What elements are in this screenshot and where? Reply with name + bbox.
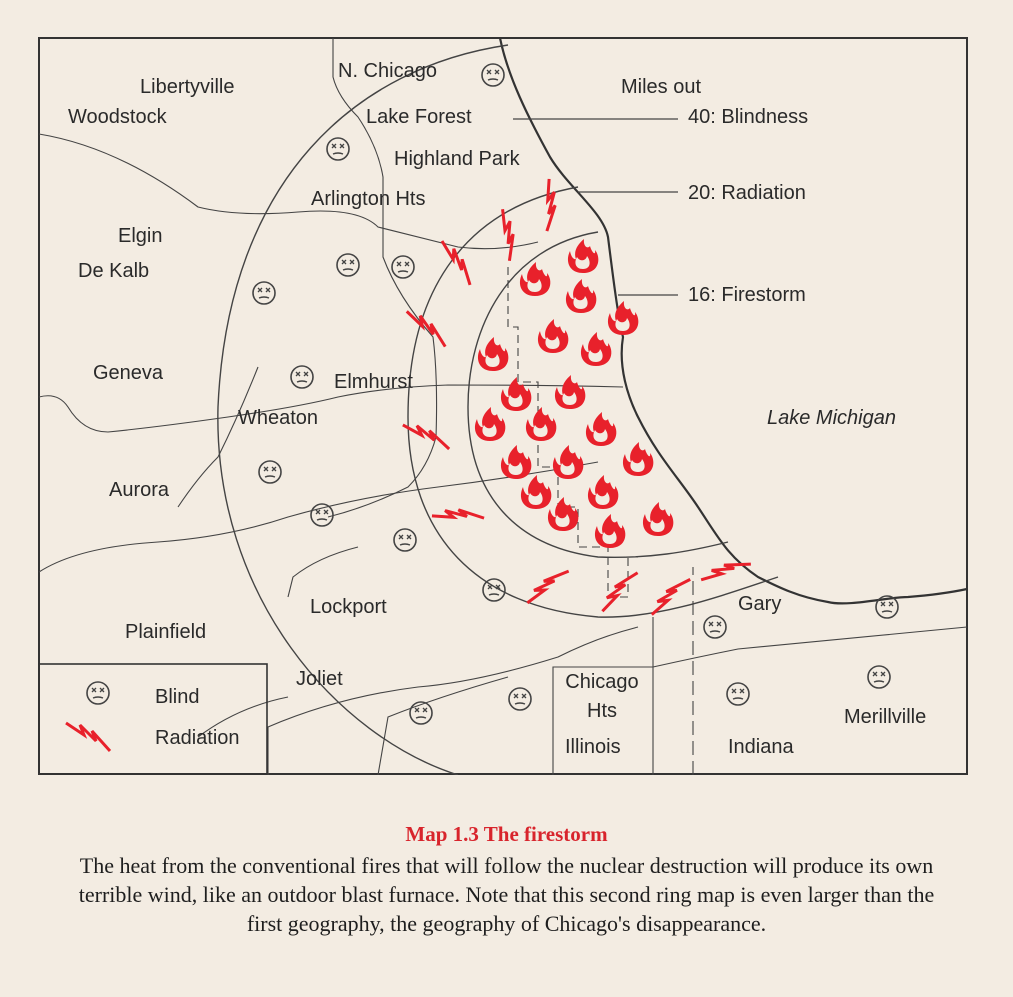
place-elgin: Elgin (118, 225, 163, 247)
fire-icon (478, 337, 508, 371)
place-lockport: Lockport (310, 596, 387, 618)
place-elmhurst: Elmhurst (334, 371, 413, 393)
radiation-bolt-icon (525, 179, 571, 231)
fire-icon (501, 445, 531, 479)
rings-title: Miles out (621, 76, 702, 98)
fire-icon (553, 445, 583, 479)
place-gary: Gary (738, 593, 782, 615)
place-illinois: Illinois (565, 736, 621, 758)
blind-face-icon (392, 256, 414, 278)
place-arlington-hts: Arlington Hts (311, 188, 426, 210)
caption-title: Map 1.3 The firestorm (405, 822, 608, 846)
fire-icon (521, 475, 551, 509)
fire-icon (548, 497, 578, 531)
place-geneva: Geneva (93, 362, 164, 384)
blind-face-icon (483, 579, 505, 601)
ring-20-label: 20: Radiation (688, 182, 806, 204)
place-woodstock: Woodstock (68, 106, 167, 128)
map-caption (20, 822, 993, 938)
legend-blind-label: Blind (155, 686, 200, 708)
place-highland-park: Highland Park (394, 148, 520, 170)
blind-face-icon (311, 504, 333, 526)
caption-body: The heat from the conventional fires that will follow the nuclear destruction will produce its own terrible wind, like an outdoor blast furnace. Note that this second ring map is even larger than the first geography, the geography of Chicago's disappearance. (78, 853, 935, 936)
blind-face-icon (394, 529, 416, 551)
fire-icon (581, 332, 611, 366)
blind-face-icon (327, 138, 349, 160)
fire-icon (643, 502, 673, 536)
place-n-chicago: N. Chicago (338, 60, 437, 82)
fire-icon (566, 279, 596, 313)
blind-face-icon (868, 666, 890, 688)
place-indiana: Indiana (728, 736, 794, 758)
blind-face-icon (410, 702, 432, 724)
blind-face-icon (337, 254, 359, 276)
radiation-bolt-icon (701, 546, 751, 598)
blind-face-icon (253, 282, 275, 304)
legend-radiation-icon (66, 723, 110, 751)
place-de-kalb: De Kalb (78, 260, 150, 282)
legend-radiation-label: Radiation (155, 727, 240, 749)
ring-16-label: 16: Firestorm (688, 284, 806, 306)
fire-icon (568, 239, 598, 273)
fire-icon (623, 442, 653, 476)
fire-icon (538, 319, 568, 353)
radiation-bolt-icon (481, 209, 531, 261)
place-wheaton: Wheaton (238, 407, 319, 429)
blind-face-icon (259, 461, 281, 483)
blind-face-icon (509, 688, 531, 710)
fire-icon (588, 475, 618, 509)
blind-face-icon (482, 64, 504, 86)
place-lake-michigan: Lake Michigan (767, 407, 896, 429)
place-joliet: Joliet (296, 668, 343, 690)
map-frame (38, 37, 968, 775)
place-merrillville: Merillville (844, 706, 927, 728)
ring-40-label: 40: Blindness (688, 106, 809, 128)
radiation-bolt-icon (652, 572, 690, 622)
legend-blind-icon (87, 682, 109, 704)
place-libertyville: Libertyville (140, 76, 235, 98)
fire-icon (608, 301, 638, 335)
blind-face-icon (704, 616, 726, 638)
place-lake-forest: Lake Forest (366, 106, 472, 128)
fire-icon (555, 375, 585, 409)
fire-icon (475, 407, 505, 441)
place-chicago-hts: Chicago Hts (565, 671, 639, 722)
radiation-bolt-icon (432, 494, 484, 540)
blind-face-icon (291, 366, 313, 388)
place-aurora: Aurora (109, 479, 170, 501)
fire-icon (526, 407, 556, 441)
blind-face-icon (727, 683, 749, 705)
place-plainfield: Plainfield (125, 621, 207, 643)
fire-icon (595, 514, 625, 548)
fire-icon (586, 412, 616, 446)
fire-icon (520, 262, 550, 296)
radiation-bolt-icon (430, 241, 482, 285)
